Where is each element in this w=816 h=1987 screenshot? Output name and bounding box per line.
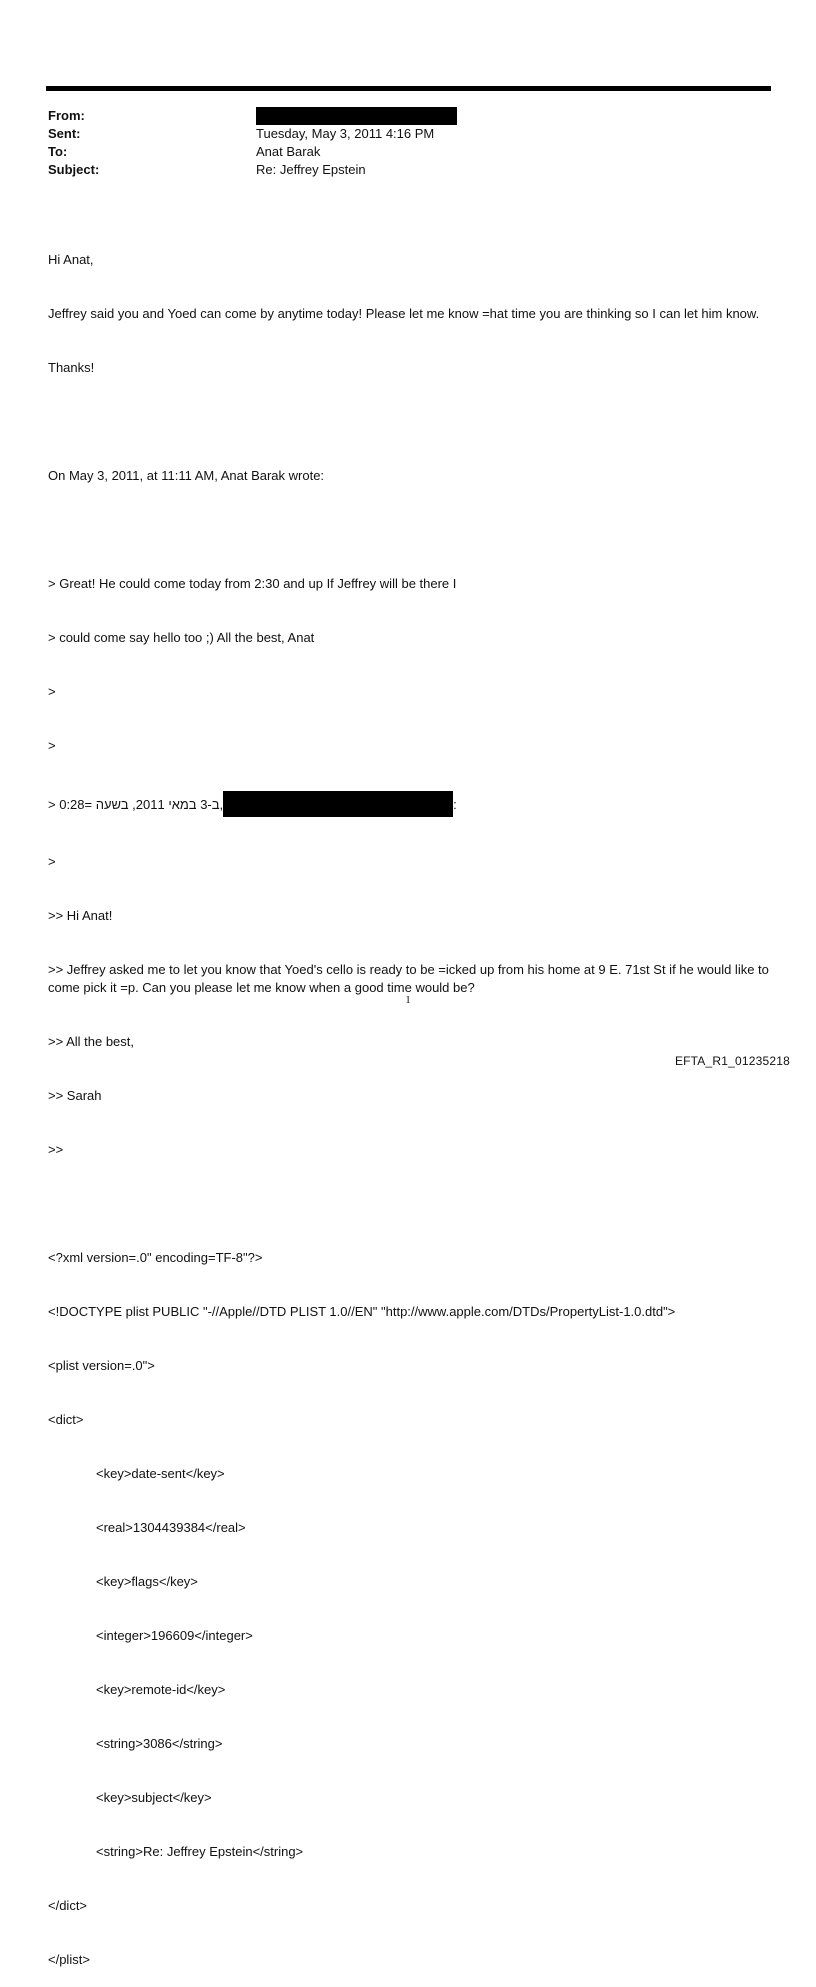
plist-line: <string>Re: Jeffrey Epstein</string> (96, 1844, 304, 1859)
quoted-line: > (48, 854, 56, 869)
to-label: To: (48, 144, 68, 159)
plist-line: <string>3086</string> (96, 1736, 223, 1751)
header-rule (46, 86, 771, 91)
quoted-line: > (48, 738, 56, 753)
thanks-line: Thanks! (48, 360, 95, 375)
quoted-line: >> Sarah (48, 1088, 102, 1103)
to-value: Anat Barak (256, 144, 321, 159)
plist-line: <?xml version=.0" encoding=TF-8"?> (48, 1250, 263, 1265)
plist-line: </plist> (48, 1952, 90, 1967)
from-label: From: (48, 108, 85, 123)
hebrew-attribution: > ב-3 במאי 2011, בשעה =0:28, (48, 797, 224, 812)
attribution-colon: : (453, 797, 457, 812)
plist-line: <plist version=.0"> (48, 1358, 155, 1373)
blank-line (48, 521, 773, 539)
quote-header: On May 3, 2011, at 11:11 AM, Anat Barak wrote: (48, 468, 325, 483)
blank-line (48, 1195, 773, 1213)
plist-line: <key>subject</key> (96, 1790, 212, 1805)
sent-label: Sent: (48, 126, 81, 141)
body-paragraph: Jeffrey said you and Yoed can come by anytime today! Please let me know =hat time you are thinking so I can let him know. (48, 306, 760, 321)
blank-line (48, 413, 773, 431)
greeting: Hi Anat, (48, 252, 94, 267)
quoted-line: >> Hi Anat! (48, 908, 113, 923)
subject-value: Re: Jeffrey Epstein (256, 162, 366, 177)
quoted-line: > (48, 684, 56, 699)
plist-line: <!DOCTYPE plist PUBLIC "-//Apple//DTD PLIST 1.0//EN" "http://www.apple.com/DTDs/PropertyList-1.0.dtd"> (48, 1304, 676, 1319)
document-id: EFTA_R1_01235218 (674, 1054, 790, 1068)
sent-value: Tuesday, May 3, 2011 4:16 PM (256, 126, 435, 141)
redaction-block (223, 791, 453, 817)
quoted-line: >> (48, 1142, 64, 1157)
plist-line: <key>remote-id</key> (96, 1682, 226, 1697)
subject-label: Subject: (48, 162, 100, 177)
quoted-line: > could come say hello too ;) All the best, Anat (48, 630, 315, 645)
plist-line: <key>date-sent</key> (96, 1466, 225, 1481)
plist-line: </dict> (48, 1898, 88, 1913)
quoted-line: >> Jeffrey asked me to let you know that Yoed's cello is ready to be =icked up from his home at 9 E. 71st St if he would like to come pick it =p. Can you please let me know when a good time would be? (48, 962, 773, 995)
plist-line: <dict> (48, 1412, 84, 1427)
plist-line: <real>1304439384</real> (96, 1520, 246, 1535)
quoted-line: >> All the best, (48, 1034, 135, 1049)
email-body (48, 215, 773, 1987)
plist-line: <key>flags</key> (96, 1574, 198, 1589)
plist-line: <integer>196609</integer> (96, 1628, 253, 1643)
page-number: 1 (405, 994, 411, 1006)
quoted-hebrew-line (48, 791, 773, 817)
quoted-line: > Great! He could come today from 2:30 and up If Jeffrey will be there I (48, 576, 457, 591)
